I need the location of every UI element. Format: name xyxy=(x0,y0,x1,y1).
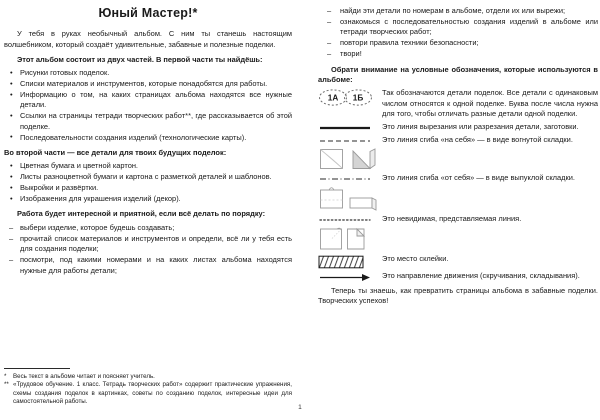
legend-row xyxy=(318,88,598,119)
svg-text:1А: 1А xyxy=(327,93,339,103)
legend-text: Это невидимая, представляемая линия. xyxy=(382,213,522,223)
list-item: – ознакомься с последовательностью создания изделий в альбоме или тетради творческих работ; xyxy=(318,17,598,38)
dashed-line-icon xyxy=(318,135,382,146)
legend-list xyxy=(318,88,598,282)
order-list-continued xyxy=(318,6,598,60)
hidden-line-diagram xyxy=(319,227,598,252)
list-item: – твори! xyxy=(318,49,598,59)
page-number: 1 xyxy=(298,404,302,411)
list-item: • Изображения для украшения изделий (декор). xyxy=(4,194,292,204)
concave-fold-diagram xyxy=(319,148,598,171)
list-item: – повтори правила техники безопасности; xyxy=(318,38,598,48)
footnote-2 xyxy=(4,381,292,406)
footnote-2-text: «Трудовое обучение. 1 класс. Тетрадь творческих работ» содержит практические упражнения, схемы создания поделок в картинках, советы по созданию поделок, интересные идеи для самостоятельной работы. xyxy=(13,381,292,405)
list-item: • Ссылки на страницы тетради творческих работ**, где рассказывается об этой поделке. xyxy=(4,111,292,132)
list-item: • Последовательности создания изделий (технологические карты). xyxy=(4,133,292,143)
legend-row xyxy=(318,214,598,225)
legend-text: Это место склейки. xyxy=(382,253,449,263)
footnotes xyxy=(4,368,292,407)
footnote-1 xyxy=(4,373,292,381)
list-item: • Рисунки готовых поделок. xyxy=(4,68,292,78)
dashed-circle-part-numbers-icon xyxy=(318,88,382,106)
legend-row xyxy=(318,122,598,133)
solid-line-icon xyxy=(318,122,382,133)
list-item: • Выкройки и развёртки. xyxy=(4,183,292,193)
svg-text:1Б: 1Б xyxy=(352,93,364,103)
part-one-list xyxy=(4,68,292,143)
order-list xyxy=(4,223,292,276)
footnote-1-mark: * xyxy=(4,372,7,380)
legend-text: Это направление движения (скручивания, складывания). xyxy=(382,270,580,280)
footnote-separator xyxy=(4,368,70,369)
legend-heading: Обрати внимание на условные обозначения, которые используются в альбоме: xyxy=(318,64,598,84)
legend-text: Так обозначаются детали поделок. Все детали с одинаковым числом относятся к одной поделке. Буква после числа нужна для того, чтобы отличать разные детали одной поделки. xyxy=(382,88,598,119)
list-item: – выбери изделие, которое будешь создавать; xyxy=(4,223,292,233)
list-item: • Информацию о том, на каких страницах альбома находятся все нужные детали. xyxy=(4,90,292,111)
page-title: Юный Мастер!* xyxy=(98,6,198,20)
list-item: – прочитай список материалов и инструментов и определи, всё ли у тебя есть для создания поделки; xyxy=(4,234,292,255)
closing-paragraph: Теперь ты знаешь, как превратить страницы альбома в забавные поделки. Творческих успехов! xyxy=(318,285,598,305)
part-two-heading: Во второй части — все детали для твоих будущих поделок: xyxy=(4,147,227,157)
intro-paragraph: У тебя в руках необычный альбом. С ним ты станешь настоящим волшебником, который создаёт удивительные, забавные и полезные поделки. xyxy=(4,29,292,49)
footnote-1-text: Весь текст в альбоме читает и поясняет учитель. xyxy=(13,372,155,380)
right-column xyxy=(318,0,598,306)
legend-row xyxy=(318,135,598,146)
legend-row xyxy=(318,173,598,184)
part-one-heading: Этот альбом состоит из двух частей. В первой части ты найдёшь: xyxy=(17,54,263,64)
order-heading: Работа будет интересной и приятной, если всё делать по порядку: xyxy=(17,209,266,219)
arrow-right-icon xyxy=(318,271,382,283)
list-item: • Листы разноцветной бумаги и картона с разметкой деталей и шаблонов. xyxy=(4,172,292,182)
legend-text: Это линия сгиба «на себя» — в виде вогнутой складки. xyxy=(382,134,573,144)
list-item: • Цветная бумага и цветной картон. xyxy=(4,161,292,171)
dotted-line-icon xyxy=(318,214,382,225)
dash-dot-line-icon xyxy=(318,173,382,184)
legend-text: Это линия сгиба «от себя» — в виде выпуклой складки. xyxy=(382,172,575,182)
part-two-list xyxy=(4,161,292,204)
list-item: – найди эти детали по номерам в альбоме, отдели их или вырежи; xyxy=(318,6,598,16)
list-item: • Списки материалов и инструментов, которые понадобятся для работы. xyxy=(4,79,292,89)
legend-row xyxy=(318,271,598,283)
legend-text: Это линия вырезания или разрезания детали, заготовки. xyxy=(382,121,579,131)
legend-row xyxy=(318,254,598,269)
list-item: – посмотри, под какими номерами и на каких листах альбома находятся нужные для работы детали; xyxy=(4,255,292,276)
hatched-rectangle-icon xyxy=(318,254,382,269)
left-column xyxy=(4,0,292,281)
footnote-2-mark: ** xyxy=(4,381,9,389)
convex-fold-diagram xyxy=(319,186,598,212)
